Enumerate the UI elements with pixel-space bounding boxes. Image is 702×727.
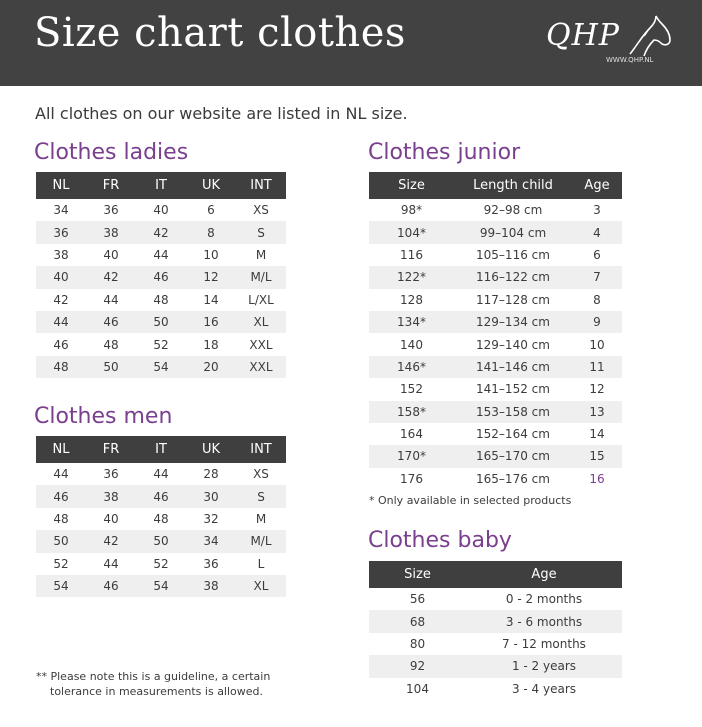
table-cell: 38 xyxy=(86,485,136,507)
logo-text: QHP xyxy=(546,18,620,53)
junior-header-row xyxy=(369,172,622,199)
ladies-body xyxy=(36,199,286,378)
table-cell: 50 xyxy=(86,356,136,378)
table-cell: M xyxy=(236,508,286,530)
junior-footnote: * Only available in selected products xyxy=(369,494,572,507)
table-cell: 38 xyxy=(186,575,236,597)
table-cell: 10 xyxy=(572,333,622,355)
guideline-line-1: ** Please note this is a guideline, a certain xyxy=(36,670,271,683)
table-cell: 152–164 cm xyxy=(454,423,572,445)
table-cell: 6 xyxy=(572,244,622,266)
table-cell: M/L xyxy=(236,530,286,552)
table-cell: 7 - 12 months xyxy=(466,633,622,655)
table-cell: 14 xyxy=(186,289,236,311)
table-cell: 3 - 4 years xyxy=(466,678,622,700)
table-cell: 42 xyxy=(36,289,86,311)
table-cell: 42 xyxy=(86,266,136,288)
table-cell: 48 xyxy=(136,289,186,311)
table-cell: 176 xyxy=(369,468,454,490)
table-cell: 46 xyxy=(86,311,136,333)
table-cell: 44 xyxy=(136,244,186,266)
table-cell: 12 xyxy=(572,378,622,400)
table-row xyxy=(369,678,622,700)
table-row xyxy=(36,244,286,266)
table-cell: 46 xyxy=(136,485,186,507)
table-cell: 38 xyxy=(86,221,136,243)
table-row xyxy=(369,311,622,333)
table-cell: 48 xyxy=(36,356,86,378)
table-cell: 52 xyxy=(136,333,186,355)
table-cell: 46 xyxy=(36,485,86,507)
table-row xyxy=(369,423,622,445)
table-cell: 170* xyxy=(369,445,454,467)
table-cell: 3 xyxy=(572,199,622,221)
table-cell: 105–116 cm xyxy=(454,244,572,266)
table-cell: 11 xyxy=(572,356,622,378)
table-cell: M/L xyxy=(236,266,286,288)
table-row xyxy=(36,530,286,552)
table-cell: 3 - 6 months xyxy=(466,610,622,632)
junior-column-header: Size xyxy=(369,172,454,199)
table-cell: 40 xyxy=(36,266,86,288)
table-cell: 50 xyxy=(136,530,186,552)
table-row xyxy=(369,378,622,400)
table-cell: 48 xyxy=(36,508,86,530)
table-cell: 164 xyxy=(369,423,454,445)
junior-column-header: Length child xyxy=(454,172,572,199)
table-cell: 44 xyxy=(136,463,186,485)
ladies-column-header: UK xyxy=(186,172,236,199)
table-row xyxy=(369,655,622,677)
table-cell: 54 xyxy=(36,575,86,597)
table-row xyxy=(369,356,622,378)
table-cell: 122* xyxy=(369,266,454,288)
table-cell: 15 xyxy=(572,445,622,467)
table-row xyxy=(369,221,622,243)
table-cell: 48 xyxy=(136,508,186,530)
junior-body xyxy=(369,199,622,490)
men-title: Clothes men xyxy=(34,404,173,429)
table-cell: XL xyxy=(236,311,286,333)
table-cell: 30 xyxy=(186,485,236,507)
table-row xyxy=(36,199,286,221)
table-cell: XXL xyxy=(236,356,286,378)
baby-title: Clothes baby xyxy=(368,528,512,553)
baby-column-header: Age xyxy=(466,561,622,588)
table-cell: 104* xyxy=(369,221,454,243)
table-cell: 36 xyxy=(86,199,136,221)
table-cell: 92 xyxy=(369,655,466,677)
table-cell: 54 xyxy=(136,356,186,378)
ladies-column-header: IT xyxy=(136,172,186,199)
table-cell: 52 xyxy=(136,553,186,575)
table-cell: 18 xyxy=(186,333,236,355)
men-header-row xyxy=(36,436,286,463)
table-cell: 50 xyxy=(36,530,86,552)
table-cell: 44 xyxy=(36,463,86,485)
men-body xyxy=(36,463,286,597)
men-column-header: IT xyxy=(136,436,186,463)
junior-title: Clothes junior xyxy=(368,140,521,165)
table-row xyxy=(369,401,622,423)
table-cell: L/XL xyxy=(236,289,286,311)
table-cell: 44 xyxy=(86,553,136,575)
table-cell: 44 xyxy=(36,311,86,333)
table-row xyxy=(36,463,286,485)
table-cell: 44 xyxy=(86,289,136,311)
table-cell: 141–146 cm xyxy=(454,356,572,378)
table-cell: 1 - 2 years xyxy=(466,655,622,677)
table-cell: 16 xyxy=(186,311,236,333)
men-column-header: UK xyxy=(186,436,236,463)
men-column-header: FR xyxy=(86,436,136,463)
table-row xyxy=(36,221,286,243)
guideline-footnote xyxy=(36,669,296,699)
page-title: Size chart clothes xyxy=(34,10,406,56)
table-cell: 16 xyxy=(572,468,622,490)
table-cell: 14 xyxy=(572,423,622,445)
ladies-column-header: INT xyxy=(236,172,286,199)
table-cell: 42 xyxy=(136,221,186,243)
table-cell: 12 xyxy=(186,266,236,288)
table-row xyxy=(369,610,622,632)
table-cell: L xyxy=(236,553,286,575)
logo-url: WWW.QHP.NL xyxy=(606,56,654,64)
table-row xyxy=(369,266,622,288)
table-cell: 165–176 cm xyxy=(454,468,572,490)
table-row xyxy=(369,633,622,655)
table-cell: 92–98 cm xyxy=(454,199,572,221)
table-cell: 129–140 cm xyxy=(454,333,572,355)
table-cell: 50 xyxy=(136,311,186,333)
junior-table xyxy=(369,172,622,490)
table-cell: 153–158 cm xyxy=(454,401,572,423)
table-cell: 40 xyxy=(86,244,136,266)
table-row xyxy=(36,575,286,597)
table-cell: 129–134 cm xyxy=(454,311,572,333)
table-cell: 52 xyxy=(36,553,86,575)
men-column-header: NL xyxy=(36,436,86,463)
table-cell: S xyxy=(236,221,286,243)
table-cell: 104 xyxy=(369,678,466,700)
table-row xyxy=(36,553,286,575)
table-cell: 134* xyxy=(369,311,454,333)
table-cell: 46 xyxy=(36,333,86,355)
horse-head-icon xyxy=(620,14,672,58)
table-cell: 99–104 cm xyxy=(454,221,572,243)
table-row xyxy=(369,289,622,311)
table-row xyxy=(36,266,286,288)
table-cell: 36 xyxy=(186,553,236,575)
table-row xyxy=(369,588,622,610)
table-cell: 141–152 cm xyxy=(454,378,572,400)
table-cell: 54 xyxy=(136,575,186,597)
table-row xyxy=(36,485,286,507)
baby-table xyxy=(369,561,622,700)
table-cell: 48 xyxy=(86,333,136,355)
men-table xyxy=(36,436,286,597)
table-cell: 6 xyxy=(186,199,236,221)
guideline-line-2: tolerance in measurements is allowed. xyxy=(50,685,264,698)
table-cell: 36 xyxy=(86,463,136,485)
table-cell: 98* xyxy=(369,199,454,221)
baby-column-header: Size xyxy=(369,561,466,588)
table-row xyxy=(369,445,622,467)
table-cell: 46 xyxy=(136,266,186,288)
table-cell: 8 xyxy=(572,289,622,311)
table-cell: 117–128 cm xyxy=(454,289,572,311)
table-cell: 42 xyxy=(86,530,136,552)
table-cell: M xyxy=(236,244,286,266)
table-cell: 28 xyxy=(186,463,236,485)
table-cell: 40 xyxy=(86,508,136,530)
table-cell: 128 xyxy=(369,289,454,311)
table-row xyxy=(36,311,286,333)
qhp-logo xyxy=(542,14,672,70)
table-cell: 152 xyxy=(369,378,454,400)
table-cell: 10 xyxy=(186,244,236,266)
ladies-header-row xyxy=(36,172,286,199)
intro-text: All clothes on our website are listed in NL size. xyxy=(35,104,408,123)
table-cell: 140 xyxy=(369,333,454,355)
table-cell: 34 xyxy=(36,199,86,221)
table-row xyxy=(36,333,286,355)
table-cell: 116 xyxy=(369,244,454,266)
ladies-table xyxy=(36,172,286,378)
table-row xyxy=(36,289,286,311)
table-cell: 9 xyxy=(572,311,622,333)
table-cell: 36 xyxy=(36,221,86,243)
table-cell: XS xyxy=(236,463,286,485)
table-cell: 0 - 2 months xyxy=(466,588,622,610)
ladies-column-header: FR xyxy=(86,172,136,199)
table-cell: 40 xyxy=(136,199,186,221)
table-row xyxy=(369,244,622,266)
table-row xyxy=(369,333,622,355)
table-cell: 158* xyxy=(369,401,454,423)
men-column-header: INT xyxy=(236,436,286,463)
junior-column-header: Age xyxy=(572,172,622,199)
table-row xyxy=(369,468,622,490)
table-cell: 13 xyxy=(572,401,622,423)
ladies-title: Clothes ladies xyxy=(34,140,189,165)
table-cell: 80 xyxy=(369,633,466,655)
table-cell: 68 xyxy=(369,610,466,632)
baby-header-row xyxy=(369,561,622,588)
table-cell: 20 xyxy=(186,356,236,378)
table-row xyxy=(36,356,286,378)
table-cell: 165–170 cm xyxy=(454,445,572,467)
table-cell: 8 xyxy=(186,221,236,243)
table-cell: XXL xyxy=(236,333,286,355)
table-cell: 38 xyxy=(36,244,86,266)
ladies-column-header: NL xyxy=(36,172,86,199)
table-cell: 56 xyxy=(369,588,466,610)
table-cell: 116–122 cm xyxy=(454,266,572,288)
table-cell: S xyxy=(236,485,286,507)
header-banner xyxy=(0,0,702,86)
table-row xyxy=(36,508,286,530)
table-cell: 32 xyxy=(186,508,236,530)
baby-body xyxy=(369,588,622,700)
table-cell: 4 xyxy=(572,221,622,243)
table-cell: XL xyxy=(236,575,286,597)
table-cell: 146* xyxy=(369,356,454,378)
table-cell: 7 xyxy=(572,266,622,288)
table-row xyxy=(369,199,622,221)
table-cell: 46 xyxy=(86,575,136,597)
table-cell: 34 xyxy=(186,530,236,552)
table-cell: XS xyxy=(236,199,286,221)
